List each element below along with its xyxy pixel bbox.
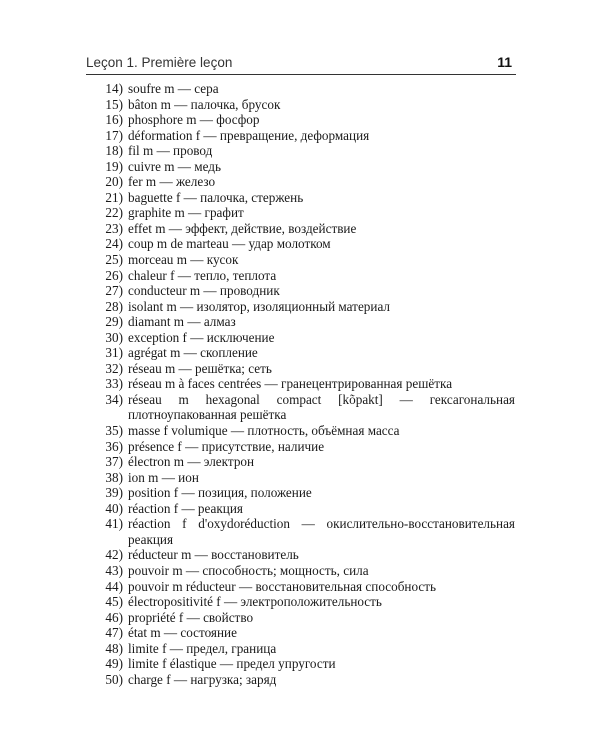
page-number: 11 xyxy=(497,54,512,70)
vocab-entry xyxy=(95,361,515,377)
entry-text: pouvoir m réducteur — восстановительная способность xyxy=(128,578,437,594)
entry-text: réaction f — реакция xyxy=(128,500,243,516)
vocab-entry xyxy=(95,563,515,579)
entry-text: cuivre m — медь xyxy=(128,158,222,174)
vocab-entry xyxy=(95,81,515,97)
vocab-entry xyxy=(95,268,515,284)
entry-number: 47) xyxy=(105,625,123,641)
entry-text: graphite m — графит xyxy=(128,205,244,221)
entry-text: charge f — нагрузка; заряд xyxy=(128,671,277,687)
entry-number: 42) xyxy=(105,547,123,563)
entry-text: agrégat m — скопление xyxy=(128,345,258,361)
vocab-entry xyxy=(95,97,515,113)
entry-number: 32) xyxy=(105,360,123,376)
entry-text: bâton m — палочка, брусок xyxy=(128,96,281,112)
vocab-entry xyxy=(95,501,515,517)
entry-text: état m — состояние xyxy=(128,625,237,641)
vocab-entry xyxy=(95,594,515,610)
running-header xyxy=(86,52,516,75)
entry-text: réseau m — решётка; сеть xyxy=(128,360,272,376)
entry-number: 16) xyxy=(105,112,123,128)
entry-number: 41) xyxy=(105,516,123,532)
entry-number: 37) xyxy=(105,454,123,470)
vocab-entry xyxy=(95,190,515,206)
entry-number: 48) xyxy=(105,640,123,656)
entry-number: 14) xyxy=(105,81,123,96)
entry-number: 36) xyxy=(105,438,123,454)
vocab-entry xyxy=(95,112,515,128)
entry-text: baguette f — палочка, стержень xyxy=(128,189,304,205)
vocab-entry xyxy=(95,143,515,159)
vocab-entry xyxy=(95,221,515,237)
vocab-entry xyxy=(95,423,515,439)
entry-text: phosphore m — фосфор xyxy=(128,112,260,128)
entry-number: 27) xyxy=(105,283,123,299)
entry-text: fer m — железо xyxy=(128,174,216,190)
entry-text: limite f — предел, граница xyxy=(128,640,277,656)
vocab-entry xyxy=(95,236,515,252)
entry-number: 26) xyxy=(105,267,123,283)
entry-text: ion m — ион xyxy=(128,469,199,485)
entry-text: morceau m — кусок xyxy=(128,252,239,268)
entry-number: 35) xyxy=(105,423,123,439)
entry-text: pouvoir m — способность; мощность, сила xyxy=(128,562,369,578)
vocab-entry xyxy=(95,128,515,144)
vocab-entry xyxy=(95,205,515,221)
entry-number: 25) xyxy=(105,252,123,268)
entry-text: électron m — электрон xyxy=(128,454,255,470)
entry-number: 19) xyxy=(105,158,123,174)
entry-number: 45) xyxy=(105,594,123,610)
entry-number: 20) xyxy=(105,174,123,190)
entry-text: isolant m — изолятор, изоляционный материал xyxy=(128,298,391,314)
vocab-entry xyxy=(95,174,515,190)
entry-text: propriété f — свойство xyxy=(128,609,254,625)
vocab-entry xyxy=(95,159,515,175)
entry-number: 23) xyxy=(105,220,123,236)
entry-number: 50) xyxy=(105,671,123,687)
entry-number: 49) xyxy=(105,656,123,672)
vocab-entry xyxy=(95,345,515,361)
vocab-entry xyxy=(95,516,515,547)
entry-text: chaleur f — тепло, теплота xyxy=(128,267,277,283)
vocab-entry xyxy=(95,610,515,626)
entry-number: 22) xyxy=(105,205,123,221)
entry-number: 44) xyxy=(105,578,123,594)
entry-number: 21) xyxy=(105,189,123,205)
entry-text: position f — позиция, положение xyxy=(128,485,312,501)
entry-text: réseau m hexagonal compact [kõpakt] — гексагональная плотноупакованная решётка xyxy=(128,391,515,423)
entry-number: 29) xyxy=(105,314,123,330)
chapter-title: Leçon 1. Première leçon xyxy=(86,55,233,70)
entry-number: 33) xyxy=(105,376,123,392)
vocab-entry xyxy=(95,672,515,688)
vocab-entry xyxy=(95,330,515,346)
vocab-entry xyxy=(95,641,515,657)
entry-number: 15) xyxy=(105,96,123,112)
entry-number: 46) xyxy=(105,609,123,625)
entry-number: 28) xyxy=(105,298,123,314)
entry-text: diamant m — алмаз xyxy=(128,314,236,330)
vocab-entry xyxy=(95,454,515,470)
entry-text: coup m de marteau — удар молотком xyxy=(128,236,331,252)
vocabulary-list xyxy=(95,81,515,687)
entry-number: 24) xyxy=(105,236,123,252)
entry-number: 30) xyxy=(105,329,123,345)
vocab-entry xyxy=(95,656,515,672)
entry-number: 40) xyxy=(105,500,123,516)
vocab-entry xyxy=(95,376,515,392)
vocab-entry xyxy=(95,579,515,595)
vocab-entry xyxy=(95,485,515,501)
entry-text: limite f élastique — предел упругости xyxy=(128,656,336,672)
entry-text: masse f volumique — плотность, объёмная масса xyxy=(128,423,400,439)
entry-text: soufre m — сера xyxy=(128,81,219,96)
vocab-entry xyxy=(95,625,515,641)
vocab-entry xyxy=(95,547,515,563)
vocab-entry xyxy=(95,283,515,299)
entry-text: présence f — присутствие, наличие xyxy=(128,438,325,454)
entry-text: effet m — эффект, действие, воздействие xyxy=(128,220,357,236)
entry-number: 31) xyxy=(105,345,123,361)
vocab-entry xyxy=(95,299,515,315)
entry-text: fil m — провод xyxy=(128,143,213,159)
entry-text: réaction f d'oxydoréduction — окислительно-восстановительная реакция xyxy=(128,516,515,547)
vocab-entry xyxy=(95,470,515,486)
entry-text: réducteur m — восстановитель xyxy=(128,547,299,563)
entry-text: déformation f — превращение, деформация xyxy=(128,127,370,143)
entry-number: 18) xyxy=(105,143,123,159)
vocab-entry xyxy=(95,314,515,330)
entry-number: 39) xyxy=(105,485,123,501)
entry-number: 34) xyxy=(105,391,123,407)
entry-text: exception f — исключение xyxy=(128,329,275,345)
entry-text: réseau m à faces centrées — гранецентрированная решётка xyxy=(128,376,453,392)
entry-number: 43) xyxy=(105,562,123,578)
vocab-entry xyxy=(95,439,515,455)
entry-number: 38) xyxy=(105,469,123,485)
vocab-entry xyxy=(95,252,515,268)
vocab-entry xyxy=(95,392,515,423)
entry-text: conducteur m — проводник xyxy=(128,283,280,299)
entry-text: électropositivité f — электроположительность xyxy=(128,594,382,610)
entry-number: 17) xyxy=(105,127,123,143)
